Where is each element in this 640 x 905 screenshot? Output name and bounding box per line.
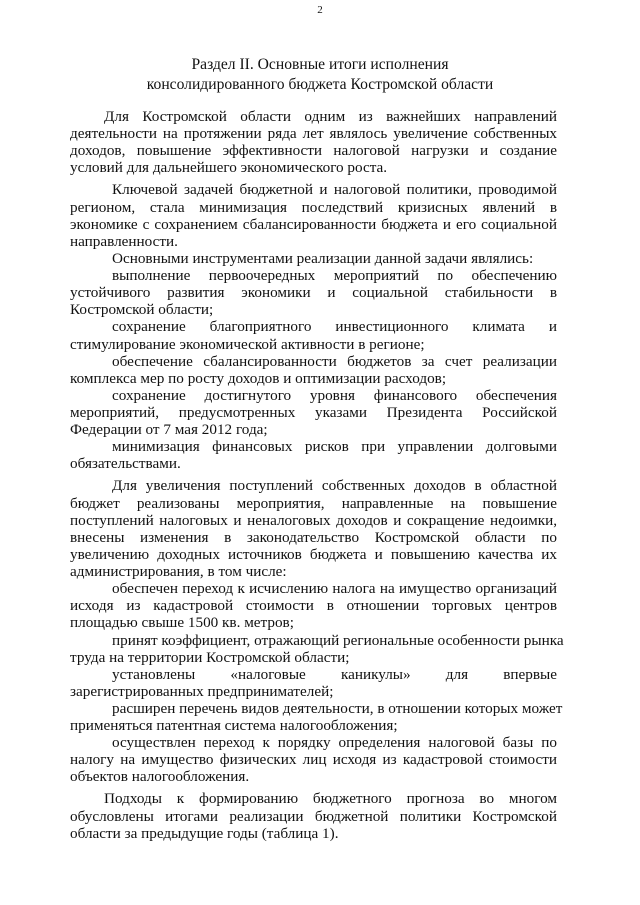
list-item-line: обеспечение сбалансированности бюджетов за счет реализации <box>112 353 557 370</box>
body-line: администрирования, в том числе: <box>70 563 287 580</box>
list-item-line: выполнение первоочередных мероприятий по обеспечению <box>112 267 557 284</box>
body-line: условий для дальнейшего экономического роста. <box>70 159 388 176</box>
list-item-line: Костромской области; <box>70 301 214 318</box>
list-item-line: площадью свыше 1500 кв. метров; <box>70 614 294 631</box>
list-item-line: Федерации от 7 мая 2012 года; <box>70 421 268 438</box>
body-line: Для Костромской области одним из важнейших направлений <box>104 108 557 125</box>
list-item-line: исходя из кадастровой стоимости в отношении торговых центров <box>70 597 557 614</box>
list-item-line: применяться патентная система налогообложения; <box>70 717 398 734</box>
body-line: области за предыдущие годы (таблица 1). <box>70 825 339 842</box>
list-item-line: принят коэффициент, отражающий региональные особенности рынка <box>112 632 564 649</box>
list-item-line: налогу на имущество физических лиц исходя из кадастровой стоимости <box>70 751 557 768</box>
list-item-line: установлены «налоговые каникулы» для впервые <box>112 666 557 683</box>
list-item-line: стимулирование экономической активности в регионе; <box>70 336 425 353</box>
list-item-line: комплекса мер по росту доходов и оптимизации расходов; <box>70 370 447 387</box>
body-line: деятельности на протяжении ряда лет являлось увеличение собственных <box>70 125 557 142</box>
body-line: направленности. <box>70 233 178 250</box>
body-line: регионом, стала минимизация последствий кризисных явлений в <box>70 199 557 216</box>
list-item-line: обеспечен переход к исчислению налога на имущество организаций <box>112 580 557 597</box>
body-line: Основными инструментами реализации данной задачи являлись: <box>112 250 534 267</box>
list-item-line: устойчивого развития экономики и социальной стабильности в <box>70 284 557 301</box>
body-line: увеличению доходных источников бюджета и повышению качества их <box>70 546 557 563</box>
page-number: 2 <box>317 4 323 16</box>
list-item-line: труда на территории Костромской области; <box>70 649 350 666</box>
body-line: бюджет реализованы мероприятия, направленные на повышение <box>70 495 557 512</box>
body-line: Подходы к формированию бюджетного прогноза во многом <box>104 790 557 807</box>
body-line: внесены изменения в законодательство Костромской области по <box>70 529 557 546</box>
list-item-line: зарегистрированных предпринимателей; <box>70 683 334 700</box>
list-item-line: минимизация финансовых рисков при управлении долговыми <box>112 438 557 455</box>
list-item-line: обязательствами. <box>70 455 181 472</box>
list-item-line: осуществлен переход к порядку определения налоговой базы по <box>112 734 557 751</box>
list-item-line: сохранение достигнутого уровня финансового обеспечения <box>112 387 557 404</box>
body-line: обусловлены итогами реализации бюджетной политики Костромской <box>70 808 557 825</box>
section-title-line-1: Раздел II. Основные итоги исполнения <box>191 56 449 73</box>
body-line: поступлений налоговых и неналоговых доходов и сокращение недоимки, <box>70 512 557 529</box>
section-title-line-2: консолидированного бюджета Костромской области <box>146 76 494 93</box>
list-item-line: расширен перечень видов деятельности, в отношении которых может <box>112 700 563 717</box>
list-item-line: мероприятий, предусмотренных указами Президента Российской <box>70 404 557 421</box>
list-item-line: сохранение благоприятного инвестиционного климата и <box>112 318 557 335</box>
body-line: Ключевой задачей бюджетной и налоговой политики, проводимой <box>112 181 557 198</box>
body-line: Для увеличения поступлений собственных доходов в областной <box>112 477 557 494</box>
list-item-line: объектов налогообложения. <box>70 768 250 785</box>
body-line: доходов, повышение эффективности налоговой нагрузки и создание <box>70 142 557 159</box>
body-line: экономике с сохранением сбалансированности бюджета и его социальной <box>70 216 557 233</box>
